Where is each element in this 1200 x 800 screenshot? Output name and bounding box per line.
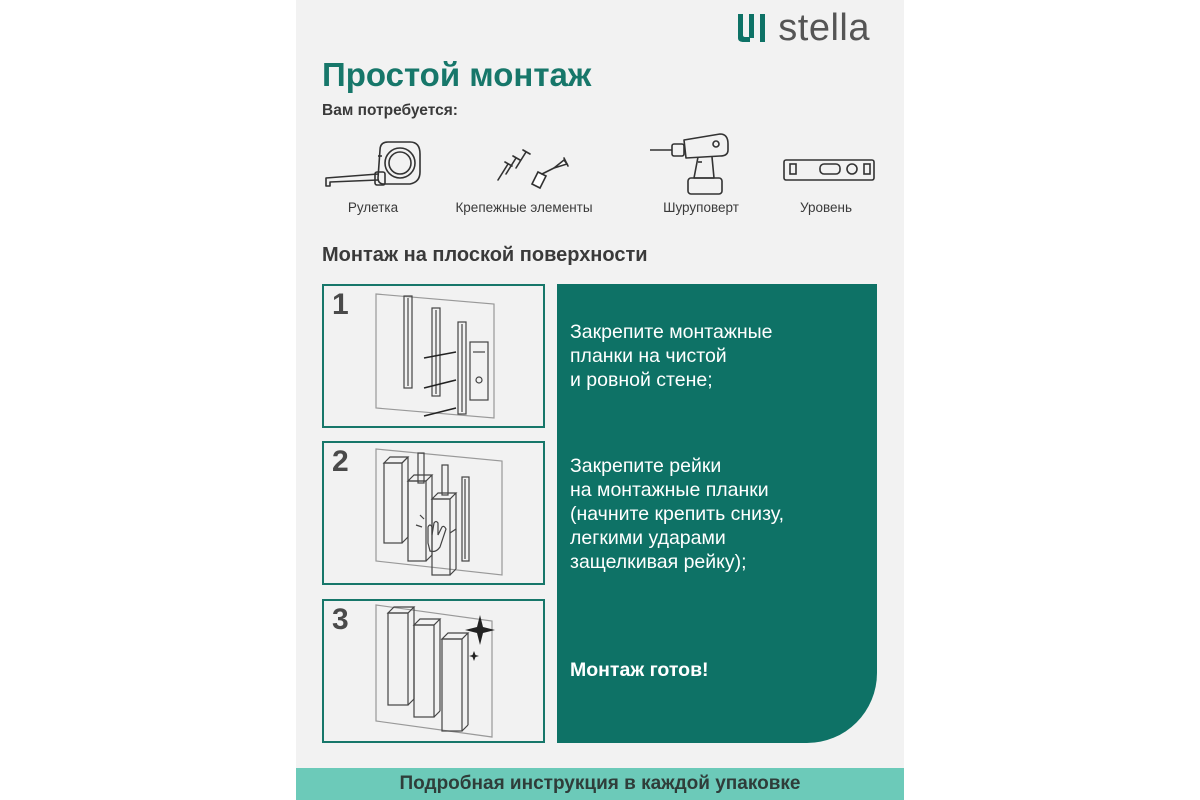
- level-icon: [776, 122, 876, 196]
- stella-logo-icon: [736, 11, 770, 45]
- footer-banner: Подробная инструкция в каждой упаковке: [296, 768, 904, 800]
- step-1-text: Закрепите монтажные планки на чистой и ровной стене;: [570, 321, 773, 391]
- tape-measure-icon: [318, 122, 428, 196]
- tool-label: Крепежные элементы: [455, 200, 593, 215]
- instructions-panel: [557, 284, 877, 743]
- step-3-text: Монтаж готов!: [570, 659, 709, 681]
- step-1-card: [322, 284, 545, 428]
- brand-name: stella: [778, 7, 870, 49]
- mounting-strips-icon: [324, 286, 542, 425]
- drill-icon: [642, 122, 760, 198]
- fasteners-icon: [446, 122, 602, 196]
- tool-label: Шуруповерт: [663, 200, 739, 215]
- step-2-card: [322, 441, 545, 585]
- step-number: 2: [332, 445, 349, 478]
- brand-logo: [736, 8, 870, 48]
- tool-item: [776, 122, 876, 222]
- requirements-label: Вам потребуется:: [322, 102, 458, 119]
- tools-list: [296, 122, 904, 222]
- attach-slats-icon: [324, 443, 542, 582]
- section-title: Монтаж на плоской поверхности: [322, 244, 648, 266]
- page-title: Простой монтаж: [322, 56, 592, 93]
- step-3-card: [322, 599, 545, 743]
- tool-item: [446, 122, 602, 222]
- step-number: 1: [332, 288, 349, 321]
- tool-label: Уровень: [799, 200, 852, 215]
- instruction-sheet: [296, 0, 904, 800]
- tool-item: [318, 122, 428, 222]
- tool-item: [642, 122, 760, 222]
- tool-label: Рулетка: [347, 200, 399, 215]
- step-number: 3: [332, 603, 349, 636]
- step-2-text: Закрепите рейки на монтажные планки (начните крепить снизу, легкими ударами защелкивая рейку);: [570, 455, 785, 573]
- finished-panel-icon: [324, 601, 542, 740]
